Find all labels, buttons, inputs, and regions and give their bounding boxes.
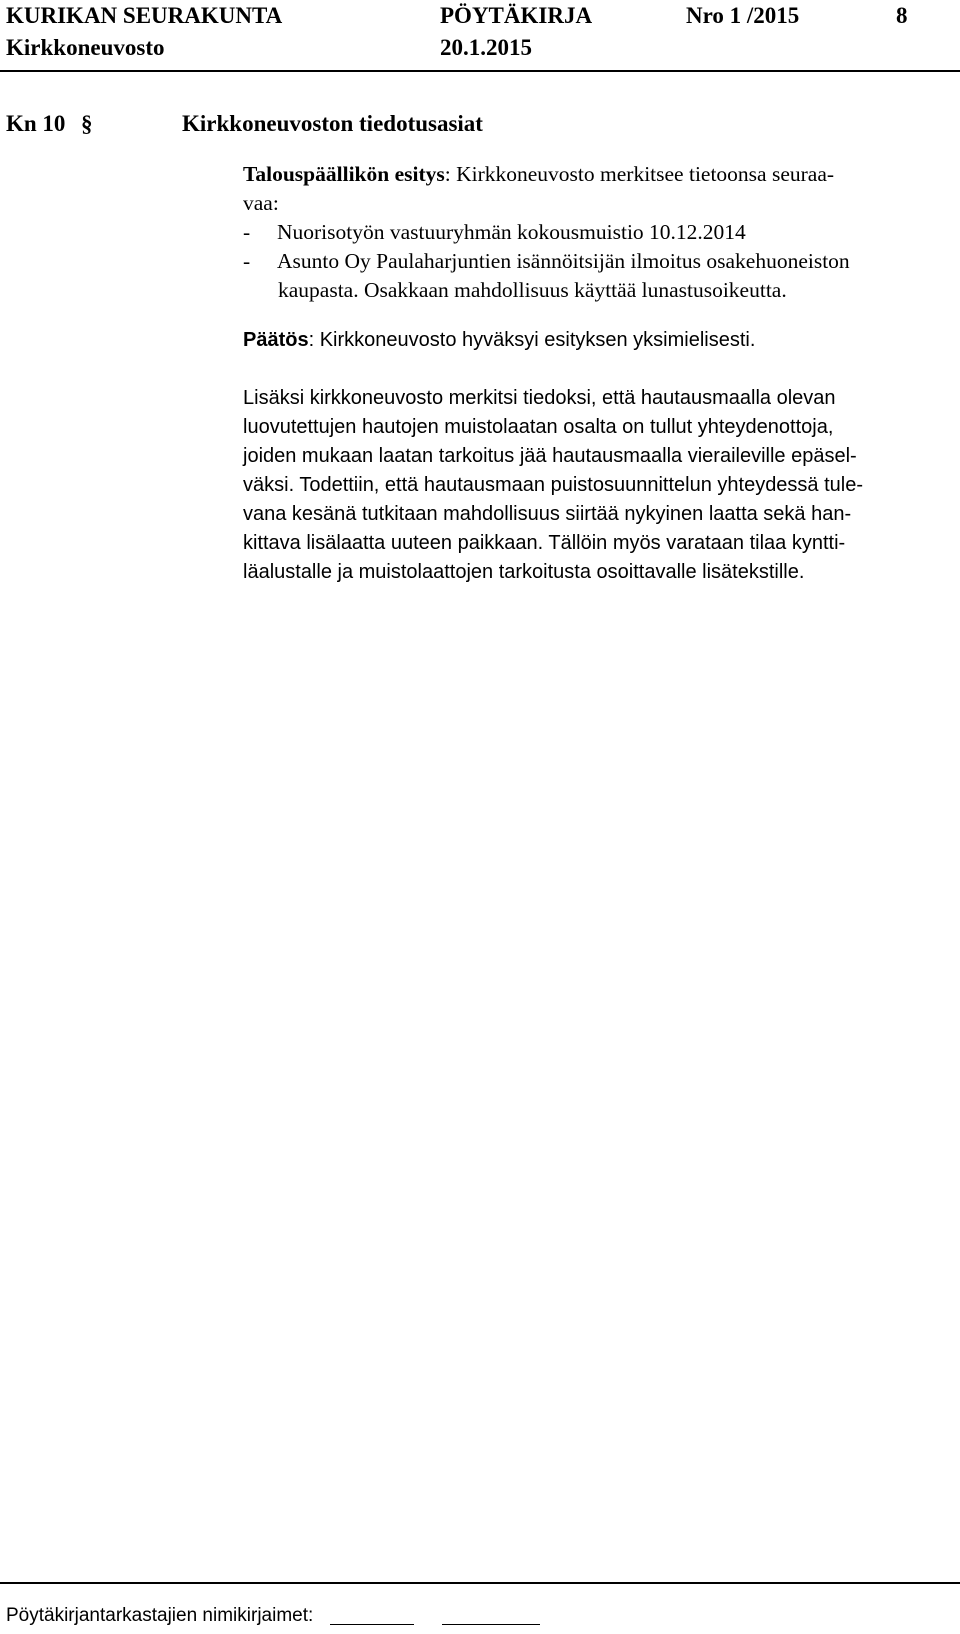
signature-line-1: [330, 1624, 414, 1625]
header-divider: [0, 70, 960, 72]
bullet-dash: -: [243, 249, 251, 273]
document-number: Nro 1 /2015: [686, 3, 800, 28]
section-sign: §: [81, 111, 93, 136]
additional-paragraph: [243, 384, 958, 587]
footer-divider: [0, 1582, 960, 1584]
proposal-item-1-text: Nuorisotyön vastuuryhmän kokousmuistio 10.12.2014: [277, 220, 746, 244]
footer-label: Pöytäkirjantarkastajien nimikirjaimet:: [6, 1605, 314, 1626]
decision-line: [243, 326, 955, 355]
proposal-item-2-continuation: kaupasta. Osakkaan mahdollisuus käyttää lunastusoikeutta.: [278, 278, 787, 302]
organization-name: KURIKAN SEURAKUNTA: [6, 3, 283, 28]
paragraph-line: Lisäksi kirkkoneuvosto merkitsi tiedoksi, että hautausmaalla olevan: [243, 387, 836, 409]
proposal-item-2-text: Asunto Oy Paulaharjuntien isännöitsijän ilmoitus osakehuoneiston: [277, 249, 850, 273]
decision-text: : Kirkkoneuvosto hyväksyi esityksen yksimielisesti.: [308, 329, 756, 351]
paragraph-line: läalustalle ja muistolaattojen tarkoitusta osoittavalle lisätekstille.: [243, 561, 805, 583]
proposal-line-1: [243, 160, 955, 189]
decision-block: [243, 326, 955, 355]
document-type: PÖYTÄKIRJA: [440, 3, 593, 28]
proposal-text-1: : Kirkkoneuvosto merkitsee tietoonsa seuraa-: [444, 162, 835, 186]
proposal-item-2: [243, 247, 955, 276]
section-title: Kirkkoneuvoston tiedotusasiat: [182, 111, 483, 136]
page-number: 8: [896, 3, 908, 28]
body-name: Kirkkoneuvosto: [6, 35, 165, 60]
proposal-item-1: [243, 218, 955, 247]
paragraph-line: vana kesänä tutkitaan mahdollisuus siirtää nykyinen laatta sekä han-: [243, 503, 852, 525]
proposal-block: [243, 160, 955, 305]
section-number: Kn 10: [6, 111, 66, 136]
paragraph-line: joiden mukaan laatan tarkoitus jää hautausmaalla vieraileville epäsel-: [243, 445, 857, 467]
paragraph-line: kittava lisälaatta uuteen paikkaan. Tällöin myös varataan tilaa kyntti-: [243, 532, 846, 554]
paragraph-line: luovutettujen hautojen muistolaatan osalta on tullut yhteydenottoja,: [243, 416, 834, 438]
decision-label: Päätös: [243, 329, 309, 351]
proposal-line-2: vaa:: [243, 191, 279, 215]
signature-line-2: [442, 1624, 540, 1625]
proposal-label: Talouspäällikön esitys: [243, 162, 445, 186]
meeting-date: 20.1.2015: [440, 35, 532, 60]
paragraph-line: väksi. Todettiin, että hautausmaan puistosuunnittelun yhteydessä tule-: [243, 474, 864, 496]
bullet-dash: -: [243, 220, 251, 244]
